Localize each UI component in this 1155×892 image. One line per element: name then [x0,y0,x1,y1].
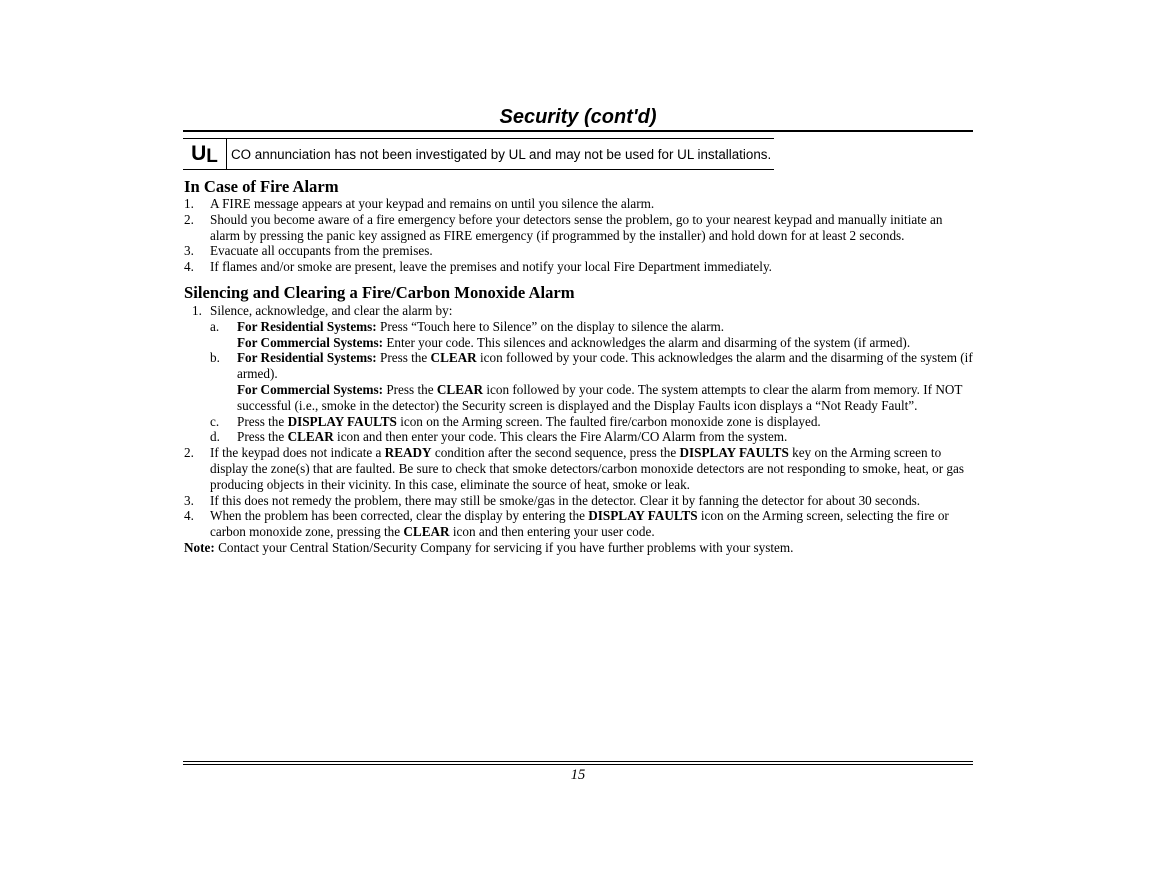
display-faults-keyword: DISPLAY FAULTS [287,413,397,429]
fire-alarm-heading: In Case of Fire Alarm [184,177,339,196]
sub-item-a [184,319,974,351]
ul-logo [183,139,227,169]
list-item [184,445,974,492]
text-fragment: icon and then entering your user code. [449,524,655,540]
page-number: 15 [570,767,586,783]
sub-item-d [184,429,974,445]
commercial-line [237,382,974,414]
text-fragment: icon followed by your code. The system attempts to clear the alarm from memory. If NOT successful (i.e., smoke in the detector) the Security screen is displayed and the Display Faults icon displays a “Not Ready Fault”. [237,381,963,413]
text-fragment: Press the [376,350,431,366]
text-fragment: If the keypad does not indicate a [210,445,385,461]
text-fragment: condition after the second sequence, press the [431,445,680,461]
list-item [184,243,974,259]
text-fragment: icon on the Arming screen, selecting the fire or carbon monoxide zone, pressing the [210,508,949,540]
ul-logo-u: U [191,142,207,165]
item-text: Should you become aware of a fire emergency before your detectors sense the problem, go to your nearest keypad and manually initiate an alarm by pressing the panic key assigned as FIRE emergency (if programmed by the installer) and hold down for at least 2 seconds. [210,211,943,243]
display-faults-keyword: DISPLAY FAULTS [588,508,698,524]
ul-notice [183,138,774,170]
list-item [184,212,974,244]
fire-alarm-list [184,196,974,275]
item-number: 1. [184,196,194,211]
ready-keyword: READY [384,445,432,461]
list-item [184,303,974,319]
item-text: If this does not remedy the problem, there may still be smoke/gas in the detector. Clear it by fanning the detector for about 30 seconds. [210,492,921,508]
text-fragment: Press the [237,429,288,445]
sub-item-letter: b. [210,350,220,366]
text-fragment: Press the [237,413,288,429]
item-text: Silence, acknowledge, and clear the alarm by: [210,302,453,318]
sub-item-letter: a. [210,318,220,334]
commercial-label: For Commercial Systems: [237,381,384,397]
text-fragment: icon followed by your code. This acknowledges the alarm and the disarming of the system (if armed). [237,350,973,382]
clear-keyword: CLEAR [287,429,334,445]
clear-keyword: CLEAR [430,350,477,366]
list-item [184,259,974,275]
item-text: A FIRE message appears at your keypad and remains on until you silence the alarm. [210,196,655,211]
sub-item-b [184,350,974,413]
commercial-line [237,335,974,351]
list-item [184,508,974,540]
item-number: 4. [184,259,194,275]
text-fragment: icon and then enter your code. This clears the Fire Alarm/CO Alarm from the system. [333,429,788,445]
title-rule [183,130,973,132]
footer-rule [183,764,973,765]
sub-item-letter: d. [210,429,220,445]
item-text: If flames and/or smoke are present, leave the premises and notify your local Fire Department immediately. [210,259,772,275]
text-fragment: When the problem has been corrected, clear the display by entering the [210,508,589,524]
item-number: 3. [184,243,194,259]
note-text: Contact your Central Station/Security Company for servicing if you have further problems with your system. [214,539,794,555]
list-item [184,196,974,212]
footer-rule [183,761,973,762]
ul-logo-l: L [206,146,218,167]
residential-line [237,319,974,335]
text-fragment: key on the Arming screen to display the zone(s) that are faulted. Be sure to check that smoke detectors/carbon monoxide detectors are not responding to smoke, heat, or gas producing objects in their vicinity. In this case, eliminate the source of heat, smoke or leak. [210,445,965,492]
item-number: 3. [184,492,194,508]
item-number: 4. [184,508,194,524]
residential-label: For Residential Systems: [237,350,377,366]
sub-item-c [184,414,974,430]
commercial-text: Enter your code. This silences and acknowledges the alarm and disarming of the system (if armed). [383,334,911,350]
clear-keyword: CLEAR [403,524,450,540]
page-title: Security (cont'd) [499,106,657,128]
page-content [184,178,974,556]
ul-notice-text: CO annunciation has not been investigated by UL and may not be used for UL installations. [231,146,772,162]
silencing-list [184,303,974,540]
residential-label: For Residential Systems: [237,318,377,334]
text-fragment: Press the [383,381,437,397]
clear-keyword: CLEAR [436,381,484,397]
list-item [184,493,974,509]
commercial-label: For Commercial Systems: [237,334,384,350]
residential-text: Press “Touch here to Silence” on the display to silence the alarm. [376,318,725,334]
residential-line [237,350,974,382]
item-number: 1. [192,302,202,318]
silencing-heading: Silencing and Clearing a Fire/Carbon Monoxide Alarm [184,282,575,302]
note [184,540,974,556]
sub-item-letter: c. [210,413,220,429]
item-text: Evacuate all occupants from the premises. [210,243,433,259]
item-number: 2. [184,211,194,227]
text-fragment: icon on the Arming screen. The faulted fire/carbon monoxide zone is displayed. [396,413,821,429]
display-faults-keyword: DISPLAY FAULTS [679,445,789,461]
item-number: 2. [184,445,194,461]
note-label: Note: [184,539,215,555]
